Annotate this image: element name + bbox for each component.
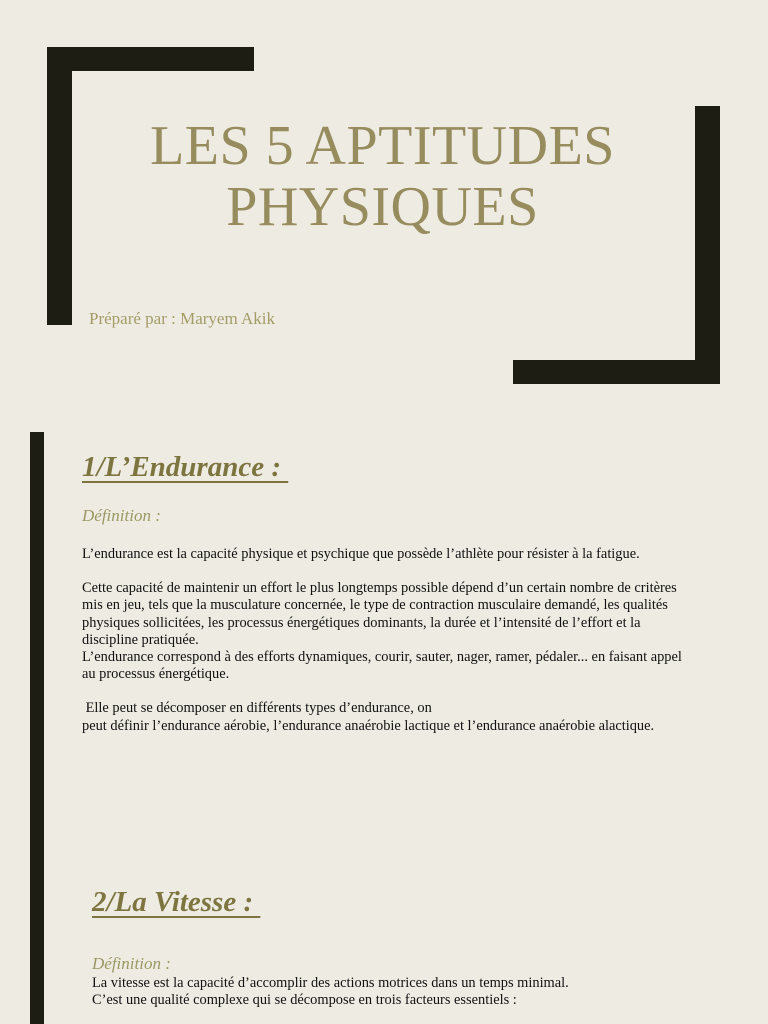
vitesse-slide [0, 866, 768, 1024]
corner-bracket-bottom-horizontal [513, 360, 720, 384]
paragraph-criteria: Cette capacité de maintenir un effort le plus longtemps possible dépend d’un certain nombre de critères mis en jeu, tels que la musculature concernée, le type de contraction musculaire demandé, les qualités physiques sollicitées, les processus énergétiques dominants, la durée et l’intensité de l’effort et la discipline pratiquée. [82, 580, 677, 648]
corner-bracket-top-horizontal [47, 47, 254, 71]
vitesse-body [92, 975, 582, 1009]
left-accent-bar [30, 866, 44, 1024]
title-line-2: PHYSIQUES [226, 176, 539, 238]
corner-bracket-top-vertical [47, 47, 72, 325]
author-subtitle: Préparé par : Maryem Akik [89, 309, 275, 328]
endurance-slide [0, 432, 768, 866]
paragraph-definition: La vitesse est la capacité d’accomplir des actions motrices dans un temps minimal. C’est une qualité complexe qui se décompose en trois facteurs essentiels : [92, 975, 569, 1009]
presentation-title [90, 116, 675, 238]
section-heading-endurance: 1/L’Endurance : [82, 451, 289, 483]
paragraph-types: peut définir l’endurance aérobie, l’endurance anaérobie lactique et l’endurance anaérobie alactique. [82, 717, 655, 734]
paragraph-dynamic-efforts: L’endurance correspond à des efforts dynamiques, courir, sauter, nager, ramer, pédaler... en faisant appel au processus énergétique. [82, 649, 682, 683]
left-accent-bar [30, 432, 44, 866]
section-heading-vitesse: 2/La Vitesse : [92, 886, 261, 918]
corner-bracket-bottom-vertical [695, 106, 720, 384]
title-line-1: LES 5 APTITUDES [150, 115, 615, 177]
paragraph-definition: L’endurance est la capacité physique et psychique que possède l’athlète pour résister à la fatigue. [82, 546, 640, 562]
definition-label: Définition : [82, 506, 161, 525]
definition-label: Définition : [92, 954, 171, 973]
paragraph-types-intro: Elle peut se décomposer en différents types d’endurance, on [82, 700, 432, 717]
title-slide [0, 0, 768, 432]
endurance-body [82, 546, 682, 735]
